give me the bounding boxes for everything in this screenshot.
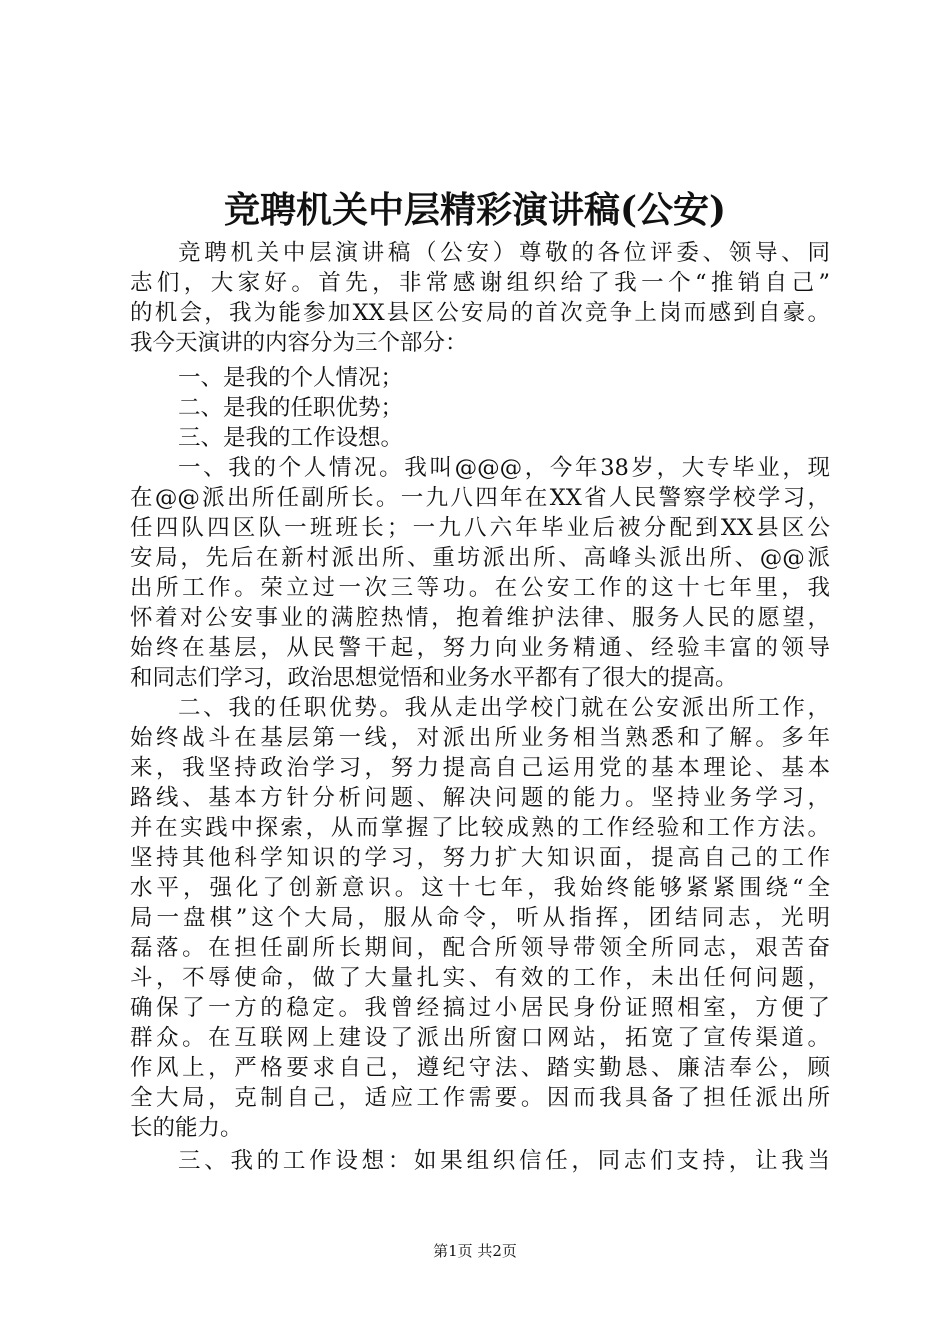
text-line: 路线、基本方针分析问题、解决问题的能力。坚持业务学习， (130, 785, 830, 811)
text-line: 竞聘机关中层演讲稿（公安）尊敬的各位评委、领导、同 (178, 240, 830, 266)
text-line: 全大局，克制自己，适应工作需要。因而我具备了担任派出所 (130, 1085, 830, 1111)
text-line: 局一盘棋”这个大局，服从命令，听从指挥，团结同志，光明 (130, 905, 830, 931)
text-line: 磊落。在担任副所长期间，配合所领导带领全所同志，艰苦奋 (130, 935, 830, 961)
text-line: 的机会，我为能参加XX县区公安局的首次竞争上岗而感到自豪。 (130, 300, 830, 326)
text-line: 一、我的个人情况。我叫@@@，今年38岁，大专毕业，现 (178, 455, 830, 481)
text-line: 斗，不辱使命，做了大量扎实、有效的工作，未出任何问题， (130, 965, 830, 991)
text-line: 坚持其他科学知识的学习，努力扩大知识面，提高自己的工作 (130, 845, 830, 871)
text-line: 三、是我的工作设想。 (178, 425, 404, 451)
text-line: 二、是我的任职优势； (178, 395, 404, 421)
text-line: 作风上，严格要求自己，遵纪守法、踏实勤恳、廉洁奉公，顾 (130, 1055, 830, 1081)
text-line: 出所工作。荣立过一次三等功。在公安工作的这十七年里，我 (130, 575, 830, 601)
text-line: 一、是我的个人情况； (178, 365, 404, 391)
text-line: 怀着对公安事业的满腔热情，抱着维护法律、服务人民的愿望， (130, 605, 830, 631)
document-title: 竞聘机关中层精彩演讲稿(公安) (223, 189, 727, 231)
text-line: 确保了一方的稳定。我曾经搞过小居民身份证照相室，方便了 (130, 995, 830, 1021)
text-line: 来，我坚持政治学习，努力提高自己运用党的基本理论、基本 (130, 755, 830, 781)
text-line: 二、我的任职优势。我从走出学校门就在公安派出所工作， (178, 695, 830, 721)
page-number: 第1页 共2页 (433, 1242, 517, 1260)
text-line: 和同志们学习，政治思想觉悟和业务水平都有了很大的提高。 (130, 665, 738, 691)
text-line: 安局，先后在新村派出所、重坊派出所、高峰头派出所、@@派 (130, 545, 830, 571)
text-line: 志们，大家好。首先，非常感谢组织给了我一个“推销自己” (130, 270, 830, 296)
text-line: 三、我的工作设想：如果组织信任，同志们支持，让我当 (178, 1148, 830, 1174)
text-line: 始终战斗在基层第一线，对派出所业务相当熟悉和了解。多年 (130, 725, 830, 751)
text-line: 始终在基层，从民警干起，努力向业务精通、经验丰富的领导 (130, 635, 830, 661)
text-line: 在@@派出所任副所长。一九八四年在XX省人民警察学校学习， (130, 485, 830, 511)
text-line: 水平，强化了创新意识。这十七年，我始终能够紧紧围绕“全 (130, 875, 830, 901)
text-line: 并在实践中探索，从而掌握了比较成熟的工作经验和工作方法。 (130, 815, 830, 841)
text-line: 长的能力。 (130, 1115, 243, 1141)
text-line: 任四队四区队一班班长；一九八六年毕业后被分配到XX县区公 (130, 515, 830, 541)
text-line: 群众。在互联网上建设了派出所窗口网站，拓宽了宣传渠道。 (130, 1025, 830, 1051)
text-line: 我今天演讲的内容分为三个部分： (130, 330, 468, 356)
